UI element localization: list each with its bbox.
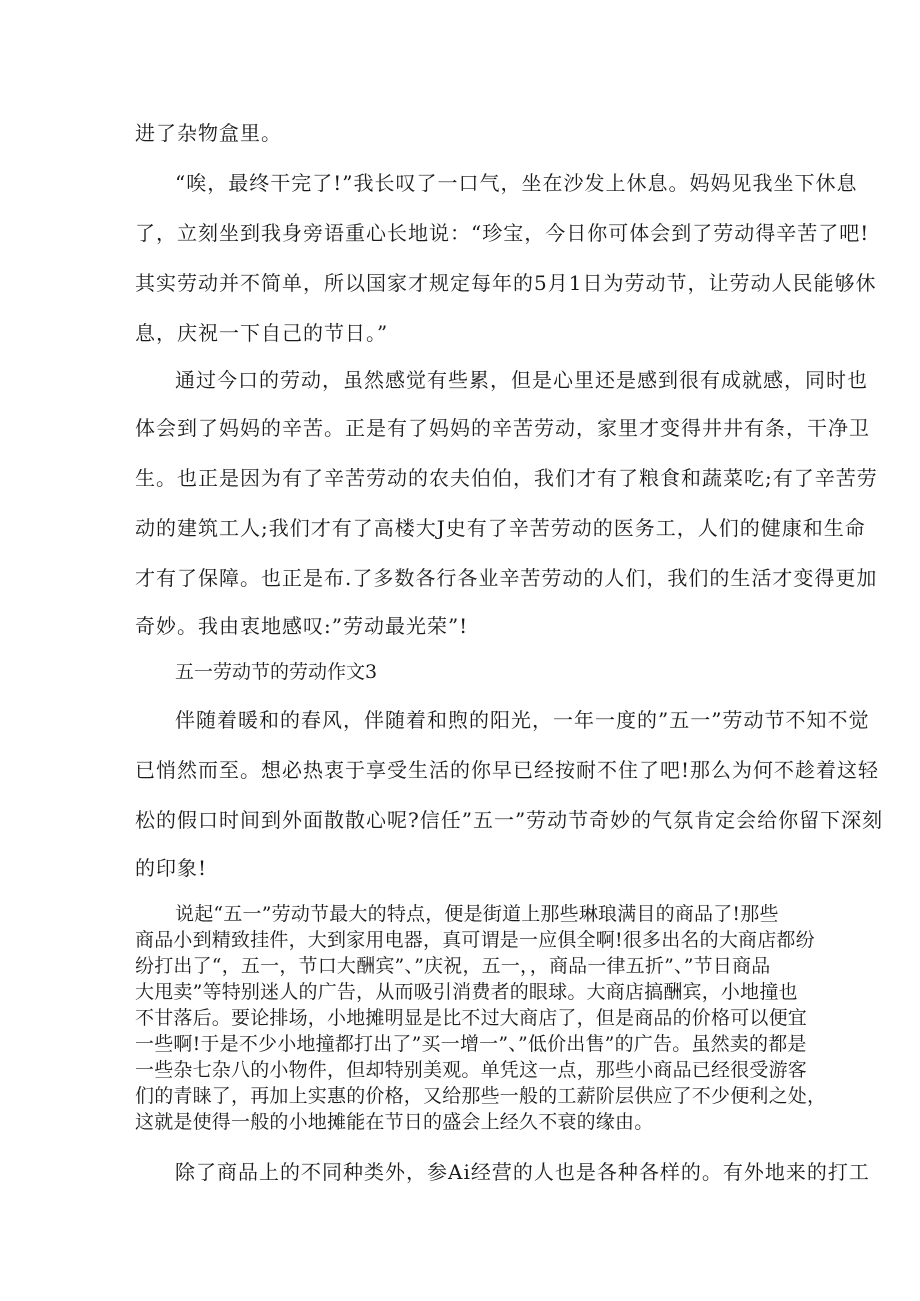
paragraph-6-line-1: 除了商品上的不同种类外，参Ai经营的人也是各种各样的。有外地来的打工: [175, 1160, 870, 1184]
paragraph-2-line-3: 其实劳动并不简单，所以国家才规定每年的5月1日为劳动节，让劳动人民能够休: [135, 271, 877, 295]
paragraph-3-line-4: 动的建筑工人;我们才有了高楼大J史有了辛苦劳动的医务工，人们的健康和生命: [135, 516, 866, 540]
paragraph-2-line-4: 息，庆祝一下自己的节日。”: [135, 321, 389, 345]
paragraph-4-line-1: 伴随着暖和的春风，伴随着和煦的阳光，一年一度的”五一”劳动节不知不觉: [175, 708, 870, 732]
paragraph-2-line-1: “唉，最终干完了!”我长叹了一口气，坐在沙发上休息。妈妈见我坐下休息: [175, 171, 858, 195]
paragraph-5-line-5: 不甘落后。要论排场，小地摊明显是比不过大商店了，但是商品的价格可以便宜: [135, 1007, 808, 1029]
paragraph-3-line-5: 才有了保障。也正是布.了多数各行各业辛苦劳动的人们，我们的生活才变得更加: [135, 566, 878, 590]
paragraph-5-line-8: 们的青睐了，再加上实惠的价格，又给那些一般的工薪阶层供应了不少便利之处，: [135, 1085, 827, 1107]
paragraph-4-line-3: 松的假口时间到外面散散心呢?信任”五一”劳动节奇妙的气氛肯定会给你留下深刻: [135, 808, 884, 832]
paragraph-5-line-2: 商品小到精致挂件，大到家用电器，真可谓是一应俱全啊!很多出名的大商店都纷: [135, 929, 815, 951]
paragraph-5-line-1: 说起“五一”劳动节最大的特点，便是街道上那些琳琅满目的商品了!那些: [175, 903, 779, 925]
paragraph-5-line-9: 这就是使得一般的小地摊能在节日的盛会上经久不衰的缘由。: [135, 1111, 654, 1133]
paragraph-3-line-1: 通过今口的劳动，虽然感觉有些累，但是心里还是感到很有成就感，同时也: [175, 368, 868, 392]
paragraph-3-line-3: 生。也正是因为有了辛苦劳动的农夫伯伯，我们才有了粮食和蔬菜吃;有了辛苦劳: [135, 466, 878, 490]
paragraph-1-line-1: 进了杂物盒里。: [135, 121, 282, 145]
paragraph-5-line-4: 大甩卖”等特别迷人的广告，从而吸引消费者的眼球。大商店搞酬宾，小地撞也: [135, 981, 798, 1003]
paragraph-5-line-7: 一些杂七杂八的小物件，但却特别美观。单凭这一点，那些小商品已经很受游客: [135, 1059, 808, 1081]
paragraph-3-line-6: 奇妙。我由衷地感叹:”劳动最光荣”!: [135, 614, 469, 638]
paragraph-5-line-6: 一些啊!于是不少小地撞都打出了”买一增一”、”低价出售”的广告。虽然卖的都是: [135, 1033, 807, 1055]
paragraph-3-line-2: 体会到了妈妈的辛苦。正是有了妈妈的辛苦劳动，家里才变得井井有条，干净卫: [135, 416, 870, 440]
paragraph-5-line-3: 纷打出了“，五一，节口大酬宾”、”庆祝，五一，，商品一律五折”、”节日商品: [135, 955, 771, 977]
section-heading: 五一劳动节的劳动作文3: [175, 661, 378, 683]
paragraph-2-line-2: 了，立刻坐到我身旁语重心长地说：“珍宝，今日你可体会到了劳动得辛苦了吧!: [135, 221, 870, 245]
paragraph-4-line-4: 的印象!: [135, 856, 208, 880]
paragraph-4-line-2: 已悄然而至。想必热衷于享受生活的你早已经按耐不住了吧!那么为何不趁着这轻: [135, 758, 880, 782]
